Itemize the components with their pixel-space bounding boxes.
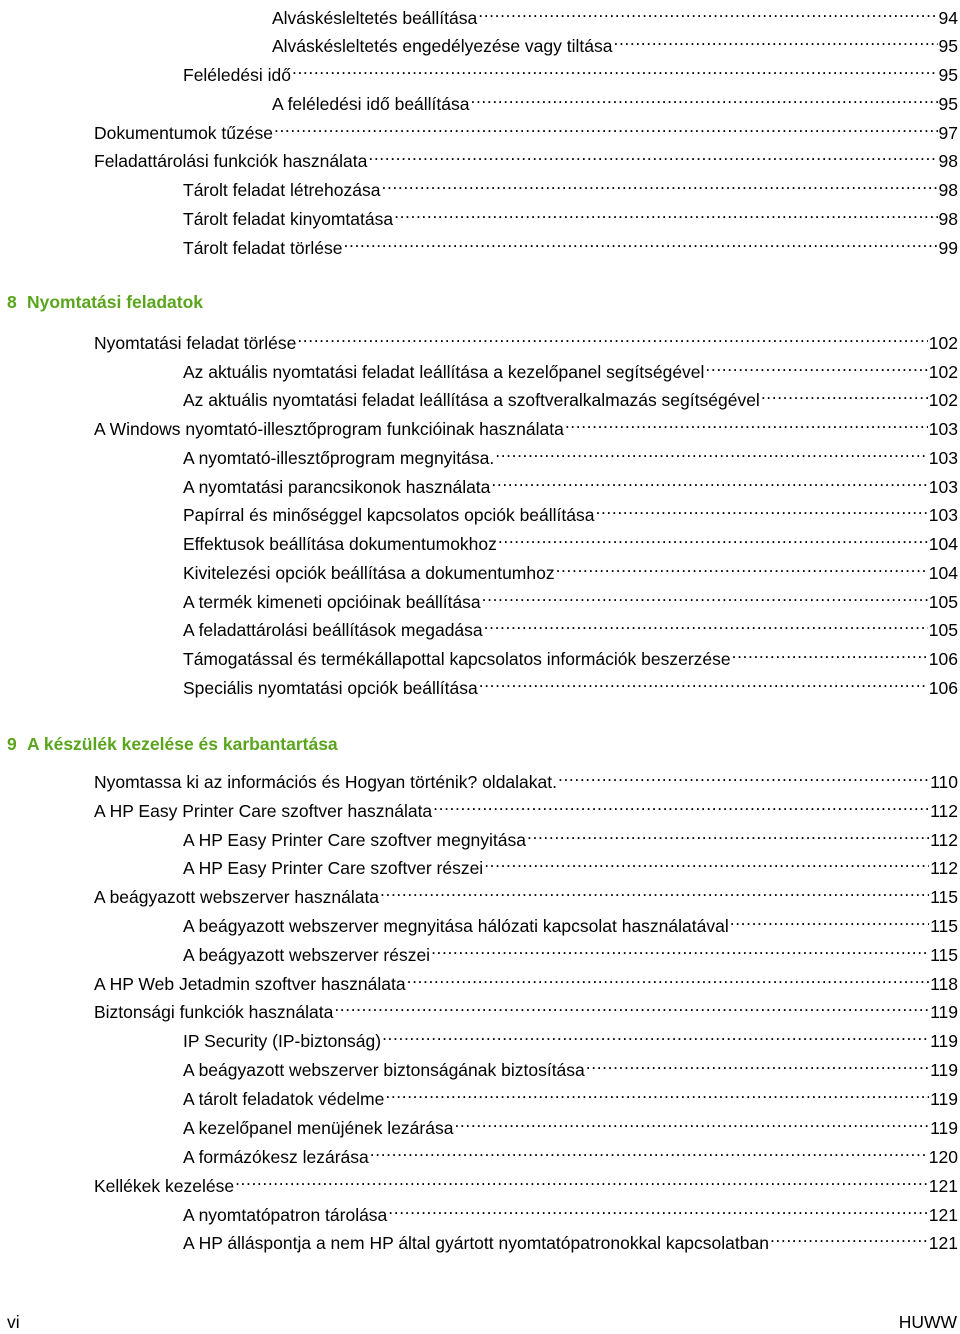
toc-entry-page: 104 xyxy=(928,563,958,583)
toc-entry-title: Az aktuális nyomtatási feladat leállítása a szoftveralkalmazás segítségével xyxy=(183,390,760,410)
dot-leader xyxy=(394,199,937,225)
toc-entry-page: 115 xyxy=(930,916,958,936)
toc-entry-title: A nyomtatópatron tárolása xyxy=(183,1205,388,1225)
toc-entry-title: A nyomtató-illesztőprogram megnyitása. xyxy=(183,448,495,468)
toc-entry[interactable] xyxy=(183,380,958,410)
toc-entry-page: 103 xyxy=(928,505,958,525)
dot-leader xyxy=(478,0,937,24)
dot-leader xyxy=(556,553,928,579)
toc-entry-title: A HP álláspontja a nem HP által gyártott nyomtatópatronokkal kapcsolatban xyxy=(183,1233,769,1253)
toc-entry-title: A feléledési idő beállítása xyxy=(272,94,470,114)
toc-entry[interactable] xyxy=(183,1137,958,1167)
toc-entry-title: Tárolt feladat létrehozása xyxy=(183,180,381,200)
toc-entry-page: 103 xyxy=(928,477,958,497)
toc-entry-title: Tárolt feladat törlése xyxy=(183,238,343,258)
toc-entry-page: 120 xyxy=(928,1147,958,1167)
toc-entry-page: 99 xyxy=(938,238,958,258)
toc-entry[interactable] xyxy=(94,791,958,821)
dot-leader xyxy=(297,323,927,349)
toc-entry[interactable] xyxy=(183,1021,958,1051)
toc-entry[interactable] xyxy=(183,524,958,554)
toc-entry[interactable] xyxy=(183,639,958,669)
footer-brand: HUWW xyxy=(898,1312,957,1332)
dot-leader xyxy=(558,762,929,788)
toc-entry-title: Effektusok beállítása dokumentumokhoz xyxy=(183,534,497,554)
toc-entry-page: 98 xyxy=(938,209,958,229)
toc-entry-title: A feladattárolási beállítások megadása xyxy=(183,620,483,640)
toc-entry-page: 102 xyxy=(928,333,958,353)
toc-entry-page: 102 xyxy=(928,362,958,382)
toc-entry[interactable] xyxy=(94,141,958,171)
toc-entry[interactable] xyxy=(183,170,958,200)
toc-entry[interactable] xyxy=(183,352,958,382)
dot-leader xyxy=(527,820,929,846)
chapter-title: Nyomtatási feladatok xyxy=(27,292,204,312)
toc-entry[interactable] xyxy=(183,228,958,258)
dot-leader xyxy=(407,964,929,990)
toc-entry-title: Támogatással és termékállapottal kapcsolatos információk beszerzése xyxy=(183,649,731,669)
toc-entry-page: 119 xyxy=(930,1031,958,1051)
toc-entry[interactable] xyxy=(183,467,958,497)
dot-leader xyxy=(730,906,929,932)
dot-leader xyxy=(484,610,928,636)
toc-entry-page: 121 xyxy=(928,1176,958,1196)
toc-entry[interactable] xyxy=(183,582,958,612)
dot-leader xyxy=(433,791,929,817)
toc-entry-page: 105 xyxy=(928,620,958,640)
dot-leader xyxy=(482,582,928,608)
toc-entry-title: Az aktuális nyomtatási feladat leállítása a kezelőpanel segítségével xyxy=(183,362,705,382)
toc-entry-title: IP Security (IP-biztonság) xyxy=(183,1031,382,1051)
toc-entry-title: Kellékek kezelése xyxy=(94,1176,235,1196)
dot-leader xyxy=(732,639,928,665)
toc-entry-title: A HP Web Jetadmin szoftver használata xyxy=(94,974,406,994)
toc-entry-title: Speciális nyomtatási opciók beállítása xyxy=(183,678,478,698)
toc-entry[interactable] xyxy=(94,964,958,994)
dot-leader xyxy=(761,380,928,406)
dot-leader xyxy=(705,352,927,378)
toc-entry-page: 115 xyxy=(930,887,958,907)
toc-entry[interactable] xyxy=(183,1195,958,1225)
toc-entry-title: A nyomtatási parancsikonok használata xyxy=(183,477,491,497)
toc-entry-title: Nyomtassa ki az információs és Hogyan történik? oldalakat. xyxy=(94,772,557,792)
toc-entry-page: 121 xyxy=(928,1205,958,1225)
toc-entry[interactable] xyxy=(94,1166,958,1196)
toc-entry[interactable] xyxy=(183,55,958,85)
dot-leader xyxy=(498,524,928,550)
toc-entry[interactable] xyxy=(94,113,958,143)
toc-entry-title: A Windows nyomtató-illesztőprogram funkcióinak használata xyxy=(94,419,564,439)
toc-entry-title: A termék kimeneti opcióinak beállítása xyxy=(183,592,481,612)
toc-entry[interactable] xyxy=(183,820,958,850)
toc-entry-page: 106 xyxy=(928,678,958,698)
chapter-number: 8 xyxy=(7,292,17,312)
dot-leader xyxy=(235,1166,928,1192)
dot-leader xyxy=(292,55,938,81)
toc-entry-title: Biztonsági funkciók használata xyxy=(94,1002,334,1022)
dot-leader xyxy=(565,409,928,435)
dot-leader xyxy=(381,170,937,196)
toc-entry-title: A beágyazott webszerver részei xyxy=(183,945,431,965)
toc-entry-title: A beágyazott webszerver megnyitása hálózati kapcsolat használatával xyxy=(183,916,729,936)
dot-leader xyxy=(491,467,927,493)
toc-entry-title: Feléledési idő xyxy=(183,65,291,85)
dot-leader xyxy=(382,1021,929,1047)
toc-entry-title: Tárolt feladat kinyomtatása xyxy=(183,209,394,229)
toc-entry-page: 94 xyxy=(938,8,958,28)
toc-entry-title: Nyomtatási feladat törlése xyxy=(94,333,297,353)
dot-leader xyxy=(274,113,938,139)
toc-entry-page: 119 xyxy=(930,1118,958,1138)
toc-entry-title: A tárolt feladatok védelme xyxy=(183,1089,385,1109)
toc-entry-page: 121 xyxy=(928,1233,958,1253)
dot-leader xyxy=(471,84,938,110)
toc-entry[interactable] xyxy=(183,610,958,640)
toc-entry-page: 98 xyxy=(938,180,958,200)
dot-leader xyxy=(368,141,937,167)
dot-leader xyxy=(770,1223,928,1249)
toc-entry-page: 110 xyxy=(930,772,958,792)
toc-entry[interactable] xyxy=(183,199,958,229)
toc-entry-page: 104 xyxy=(928,534,958,554)
dot-leader xyxy=(380,877,929,903)
toc-entry[interactable] xyxy=(94,409,958,439)
toc-entry[interactable] xyxy=(272,26,958,56)
toc-entry-page: 103 xyxy=(928,448,958,468)
toc-entry[interactable] xyxy=(183,935,958,965)
dot-leader xyxy=(334,992,929,1018)
toc-entry-title: Papírral és minőséggel kapcsolatos opciók beállítása xyxy=(183,505,595,525)
chapter-heading xyxy=(7,289,203,315)
toc-entry-title: A beágyazott webszerver használata xyxy=(94,887,380,907)
toc-entry-page: 106 xyxy=(928,649,958,669)
toc-entry-page: 112 xyxy=(930,858,958,878)
toc-entry[interactable] xyxy=(183,1050,958,1080)
toc-entry-title: A beágyazott webszerver biztonságának biztosítása xyxy=(183,1060,585,1080)
toc-entry-title: A HP Easy Printer Care szoftver megnyitása xyxy=(183,830,527,850)
toc-entry[interactable] xyxy=(183,495,958,525)
toc-entry[interactable] xyxy=(94,762,958,792)
toc-entry-page: 95 xyxy=(938,65,958,85)
toc-entry-page: 119 xyxy=(930,1060,958,1080)
toc-entry-page: 105 xyxy=(928,592,958,612)
toc-entry-title: Alváskésleltetés beállítása xyxy=(272,8,478,28)
toc-entry[interactable] xyxy=(94,323,958,353)
footer-page-number: vi xyxy=(7,1312,20,1332)
toc-entry-page: 119 xyxy=(930,1089,958,1109)
toc-entry[interactable] xyxy=(183,1223,958,1253)
toc-entry-page: 102 xyxy=(928,390,958,410)
toc-entry-title: Feladattárolási funkciók használata xyxy=(94,151,368,171)
dot-leader xyxy=(344,228,938,254)
toc-entry-title: Dokumentumok tűzése xyxy=(94,123,273,143)
toc-entry[interactable] xyxy=(94,877,958,907)
toc-entry-title: A HP Easy Printer Care szoftver részei xyxy=(183,858,484,878)
dot-leader xyxy=(484,848,929,874)
toc-entry[interactable] xyxy=(183,848,958,878)
chapter-heading xyxy=(7,731,338,757)
toc-entry-page: 95 xyxy=(938,36,958,56)
dot-leader xyxy=(613,26,937,52)
dot-leader xyxy=(495,438,928,464)
toc-entry-page: 97 xyxy=(938,123,958,143)
toc-entry[interactable] xyxy=(183,1108,958,1138)
dot-leader xyxy=(586,1050,929,1076)
chapter-number: 9 xyxy=(7,734,17,754)
toc-entry[interactable] xyxy=(272,84,958,114)
toc-entry-title: A formázókesz lezárása xyxy=(183,1147,369,1167)
toc-entry[interactable] xyxy=(183,1079,958,1109)
toc-entry-page: 103 xyxy=(928,419,958,439)
dot-leader xyxy=(388,1195,928,1221)
dot-leader xyxy=(370,1137,928,1163)
dot-leader xyxy=(385,1079,929,1105)
toc-entry-page: 118 xyxy=(930,974,958,994)
toc-entry[interactable] xyxy=(183,438,958,468)
toc-entry-title: A kezelőpanel menüjének lezárása xyxy=(183,1118,454,1138)
dot-leader xyxy=(454,1108,929,1134)
toc-entry-page: 119 xyxy=(930,1002,958,1022)
dot-leader xyxy=(595,495,927,521)
toc-entry[interactable] xyxy=(272,0,958,28)
toc-entry-page: 115 xyxy=(930,945,958,965)
toc-entry[interactable] xyxy=(94,992,958,1022)
toc-entry-page: 98 xyxy=(938,151,958,171)
toc-entry-page: 95 xyxy=(938,94,958,114)
toc-entry[interactable] xyxy=(183,906,958,936)
dot-leader xyxy=(431,935,929,961)
toc-entry-title: Alváskésleltetés engedélyezése vagy tiltása xyxy=(272,36,613,56)
toc-entry-title: A HP Easy Printer Care szoftver használata xyxy=(94,801,433,821)
dot-leader xyxy=(479,668,928,694)
toc-entry-title: Kivitelezési opciók beállítása a dokumentumhoz xyxy=(183,563,555,583)
toc-entry[interactable] xyxy=(183,668,958,698)
toc-entry-page: 112 xyxy=(930,830,958,850)
chapter-title: A készülék kezelése és karbantartása xyxy=(27,734,338,754)
toc-entry[interactable] xyxy=(183,553,958,583)
toc-entry-page: 112 xyxy=(930,801,958,821)
